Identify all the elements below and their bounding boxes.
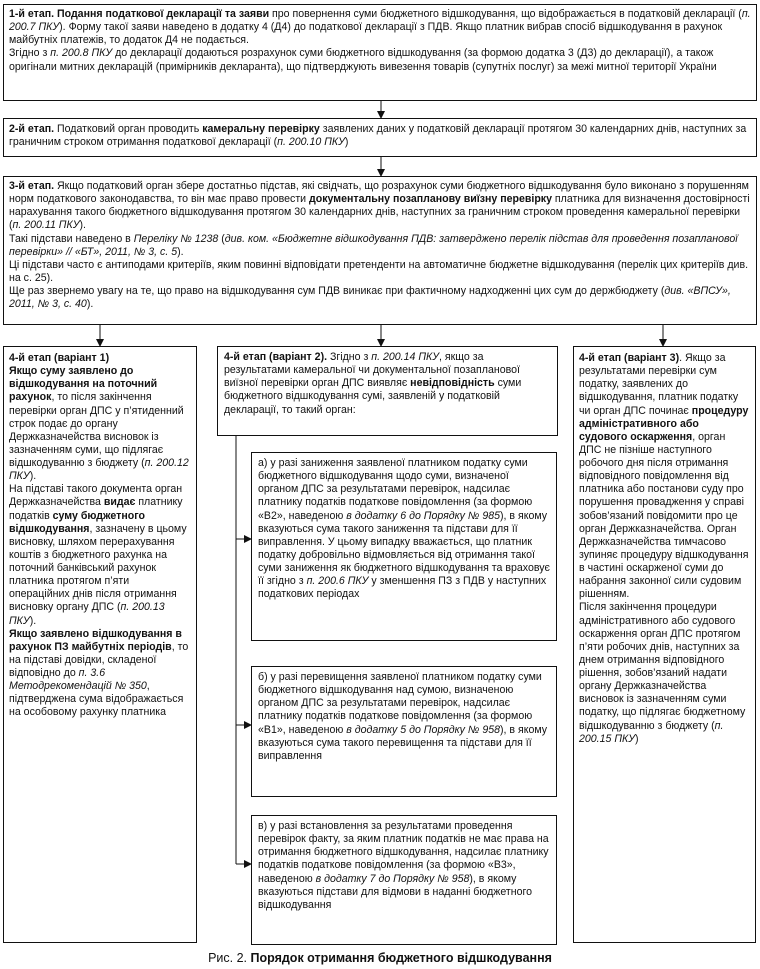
caption-title: Порядок отримання бюджетного відшкодування xyxy=(250,951,552,965)
stage-1-heading: Подання податкової декларації та заяви xyxy=(57,8,270,20)
stage-3-box: 3-й етап. Якщо податковий орган збере достатньо підстав, які свідчать, що розрахунок суми бюджетного відшкодування було виконано з порушенням норм податкового законодавства, то він має право провести документальну позапланову виїзну перевірку платника для визначення достовірності нарахування такого бюджетного відшкодування протягом 30 календарних днів, наступних за граничним строком проведення камеральної перевірки (п. 200.11 ПКУ). Такі підстави наведено в Переліку № 1238 (див. ком. «Бюджетне відшкодування ПДВ: затверджено перелік підстав для проведення позапланової перевірки» // «БТ», 2011, № 3, с. 5). Ці підстави часто є антиподами критеріїв, яким повинні відповідати претенденти на автоматичне бюджетне відшкодування (перелік цих критеріїв див. на с. 25). Ще раз звернемо увагу на те, що право на відшкодування сум ПДВ виникає при фактичному надходженні цих сум до держбюджету (див. «ВПСУ», 2011, № 3, с. 40). xyxy=(3,176,757,325)
variant-2-sub-b-box: б) у разі перевищення заявленої платником податку суми бюджетного відшкодування над сумою, визначеною органом ДПС за результатами перевірок, надсилає платнику податків податкове повідомлення (за формою «В1», наведеною в додатку 5 до Порядку № 958), в якому вказуються сума такого перевищення та підстави для її виправлення xyxy=(251,666,557,797)
variant-3-box: 4-й етап (варіант 3). Якщо за результатами перевірки сум податку, заявлених до відшкодування, платник податку чи орган ДПС починає процедуру адміністративного або судового оскарження, орган ДПС не пізніше наступного робочого дня після отримання відповідного повідомлення від платника або постанови суду про порушення провадження у справі зобов’язаний повідомити про це орган Держказначейства. Орган Держказначейства тимчасово зупиняє процедуру відшкодування в частині оскарженої суми до набрання законної сили судовим рішенням. Після закінчення процедури адміністративного або судового оскарження орган ДПС протягом п’яти робочих днів, наступних за днем отримання відповідного рішення, зобов’язаний надати органу Держказначейства висновок із зазначенням суми податку, що підлягає бюджетному відшкодуванню з бюджету (п. 200.15 ПКУ) xyxy=(573,346,756,943)
stage-3-label: 3-й етап. xyxy=(9,180,55,192)
stage-2-label: 2-й етап. xyxy=(9,123,55,135)
variant-3-label: 4-й етап (варіант 3) xyxy=(579,352,680,364)
figure-caption xyxy=(0,951,760,965)
variant-2-sub-v-box: в) у разі встановлення за результатами проведення перевірок факту, за яким платник податків не має права на отримання бюджетного відшкодування, надсилає платнику податків податкове повідомлення (за формою «В3», наведеною в додатку 7 до Порядку № 958), в якому вказуються підстави для відмови в наданні бюджетного відшкодування xyxy=(251,815,557,945)
variant-2-label: 4-й етап (варіант 2). xyxy=(224,351,328,363)
stage-2-box: 2-й етап. Податковий орган проводить камеральну перевірку заявлених даних у податковій декларації протягом 30 календарних днів, наступних за граничним строком отримання податкової декларації (п. 200.10 ПКУ) xyxy=(3,118,757,157)
stage-1-label: 1-й етап. xyxy=(9,8,55,20)
variant-2-sub-a-box: а) у разі заниження заявленої платником податку суми бюджетного відшкодування щодо суми, визначеної органом ДПС за результатами перевірок, надсилає платнику податків податкове повідомлення (за формою «В2», наведеною в додатку 6 до Порядку № 985), в якому вказуються сума такого заниження та підстави для її виправлення. У цьому випадку вважається, що платник податку добровільно відмовляється від отримання такої суми заниження як бюджетного відшкодування та враховує її згідно з п. 200.6 ПКУ у зменшення ПЗ з ПДВ у наступних податкових періодах xyxy=(251,452,557,641)
stage-1-box: 1-й етап. Подання податкової декларації та заяви про повернення суми бюджетного відшкодування, що відображається в податковій декларації (п. 200.7 ПКУ). Форму такої заяви наведено в додатку 4 (Д4) до податкової декларації з ПДВ. Якщо платник вибрав спосіб відшкодування в рахунок майбутніх платежів, то додаток Д4 не подається. Згідно з п. 200.8 ПКУ до декларації додаються розрахунок суми бюджетного відшкодування (за формою додатка 3 (Д3) до декларації), а також оригінали митних декларацій (примірників декларанта), що підтверджують вивезення товарів (супутніх послуг) за межі митної території України xyxy=(3,4,757,101)
variant-2-box: 4-й етап (варіант 2). Згідно з п. 200.14 ПКУ, якщо за результатами камеральної чи документальної позапланової виїзної перевірки орган ДПС виявляє невідповідність суми бюджетного відшкодування сумі, заявленій у податковій декларації, то такий орган: xyxy=(217,346,558,436)
variant-1-label: 4-й етап (варіант 1) xyxy=(9,352,110,364)
variant-1-box: 4-й етап (варіант 1) Якщо суму заявлено до відшкодування на поточний рахунок, то після закінчення перевірки орган ДПС у п’ятиденний строк подає до органу Держказначейства висновок із зазначенням суми, що підлягає відшкодуванню з бюджету (п. 200.12 ПКУ). На підставі такого документа орган Держказначейства видає платнику податків суму бюджетного відшкодування, зазначену в цьому висновку, шляхом перерахування коштів з бюджетного рахунка на поточний банківський рахунок платника протягом п’яти операційних днів після отримання висновку органу ДПС (п. 200.13 ПКУ). Якщо заявлено відшкодування в рахунок ПЗ майбутніх періодів, то на підставі довідки, складеної відповідно до п. 3.6 Методрекомендацій № 350, підтверджена сума відображається на особовому рахунку платника xyxy=(3,346,197,943)
caption-prefix: Рис. 2. xyxy=(208,951,251,965)
